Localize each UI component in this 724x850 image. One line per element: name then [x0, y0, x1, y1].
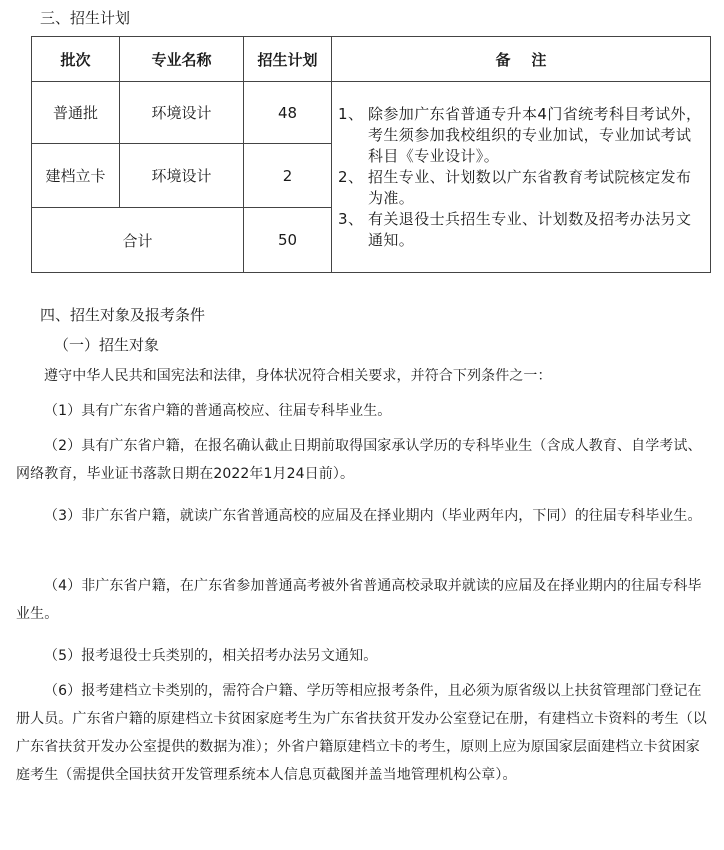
- intro-paragraph: 遵守中华人民共和国宪法和法律，身体状况符合相关要求，并符合下列条件之一：: [44, 368, 552, 384]
- cell-major: 环境设计: [120, 144, 244, 208]
- condition-5: （5）报考退役士兵类别的，相关招考办法另文通知。: [44, 648, 378, 664]
- cell-major: 环境设计: [120, 82, 244, 144]
- section-4-title: 四、招生对象及报考条件: [40, 306, 206, 324]
- cell-notes: [332, 82, 711, 273]
- cell-total-label: 合计: [32, 208, 244, 273]
- header-major: 专业名称: [120, 37, 244, 82]
- header-batch: 批次: [32, 37, 120, 82]
- cell-plan: 2: [244, 144, 332, 208]
- subsection-1-title: （一）招生对象: [54, 336, 160, 354]
- note-item: 3、 有关退役士兵招生专业、计划数及招考办法另文通知。: [338, 209, 692, 249]
- condition-1: （1）具有广东省户籍的普通高校应、往届专科毕业生。: [44, 403, 392, 419]
- table-row: [32, 82, 711, 144]
- cell-batch: 普通批: [32, 82, 120, 144]
- header-notes: 备 注: [332, 37, 711, 82]
- note-item: 2、 招生专业、计划数以广东省教育考试院核定发布为准。: [338, 167, 692, 207]
- condition-2: （2）具有广东省户籍，在报名确认截止日期前取得国家承认学历的专科毕业生（含成人教育、自学考试、网络教育，毕业证书落款日期在2022年1月24日前）。: [16, 438, 702, 482]
- cell-batch: 建档立卡: [32, 144, 120, 208]
- condition-3: （3）非广东省户籍，就读广东省普通高校的应届及在择业期内（毕业两年内，下同）的往届专科毕业生。: [44, 508, 702, 524]
- enrollment-plan-table: [31, 36, 711, 273]
- cell-plan: 48: [244, 82, 332, 144]
- condition-4: （4）非广东省户籍，在广东省参加普通高考被外省普通高校录取并就读的应届及在择业期内的往届专科毕业生。: [16, 578, 702, 622]
- cell-total-value: 50: [244, 208, 332, 273]
- condition-6: （6）报考建档立卡类别的，需符合户籍、学历等相应报考条件，且必须为原省级以上扶贫管理部门登记在册人员。广东省户籍的原建档立卡贫困家庭考生为广东省扶贫开发办公室登记在册，有建档立卡资料的考生（以广东省扶贫开发办公室提供的数据为准）；外省户籍原建档立卡的考生，原则上应为原国家层面建档立卡贫困家庭考生（需提供全国扶贫开发管理系统本人信息页截图并盖当地管理机构公章）。: [16, 683, 707, 783]
- header-plan: 招生计划: [244, 37, 332, 82]
- note-item: 1、 除参加广东省普通专升本4门省统考科目考试外，考生须参加我校组织的专业加试，专业加试考试科目《专业设计》。: [338, 104, 702, 165]
- section-3-title: 三、招生计划: [40, 9, 131, 27]
- table-header-row: [32, 37, 711, 82]
